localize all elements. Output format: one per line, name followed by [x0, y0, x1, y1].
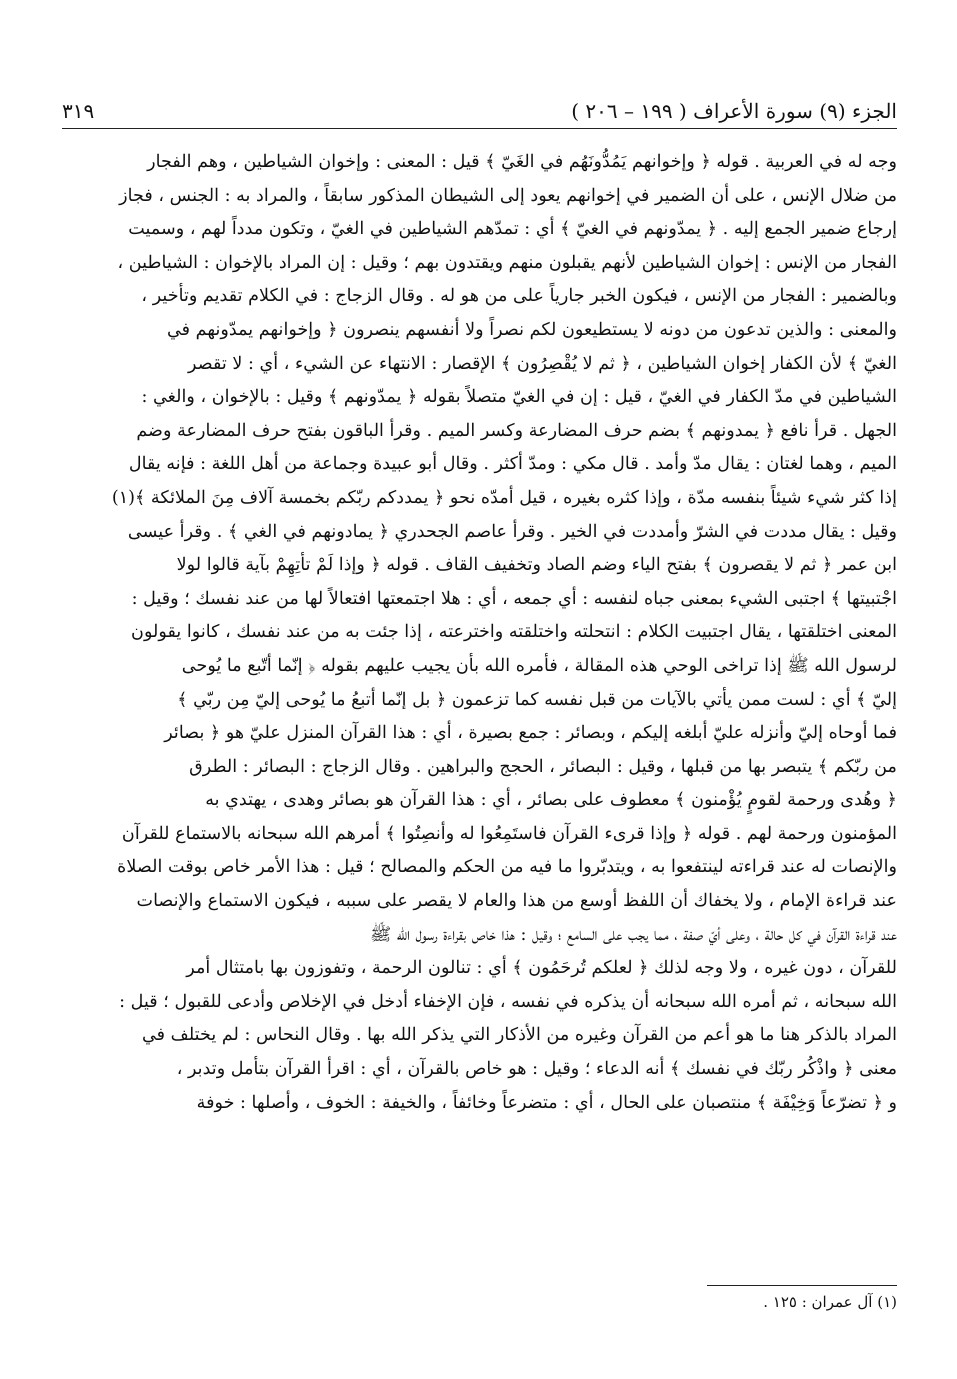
text-line: الشياطين في مدّ الكفار في الغيّ ، قيل : إن في الغيّ متصلاً بقوله ﴿ يمدّونهم ﴾ وقيل : بالإخوان ، والغي : [141, 387, 897, 408]
text-line: من ضلال الإنس ، على أن الضمير في إخوانهم يعود إلى الشيطان المذكور سابقاً ، والمراد به : الجنس ، فجاز [119, 185, 897, 206]
text-line: المؤمنون ورحمة لهم . قوله ﴿ وإذا قرىء القرآن فاستَمِعُوا له وأنصِتُوا ﴾ أمرهم الله سبحانه بالاستماع للقرآن [121, 823, 897, 844]
text-line: من ربّكم ﴾ يتبصر بها من قبلها ، وقيل : البصائر ، الحجج والبراهين . وقال الزجاج : البصائر : الطرق [189, 756, 897, 777]
text-line: الله سبحانه ، ثم أمره الله سبحانه أن يذكره في نفسه ، فإن الإخفاء أدخل في الإخلاص وأدعى للقبول ؛ قيل : [119, 991, 897, 1012]
text-line: الجهل . قرأ نافع ﴿ يمدونهم ﴾ بضم حرف المضارعة وكسر الميم . وقرأ الباقون بفتح حرف المضارعة وضم [136, 420, 897, 441]
footnote: (١) آل عمران : ١٢٥ . [763, 1293, 897, 1311]
text-line: والإنصات له عند قراءته لينتفعوا به ، ويتدبّروا ما فيه من الحكم والمصالح ؛ قيل : هذا الأمر خاص بوقت الصلاة [117, 857, 897, 878]
text-line: عند قراءة القرآن في كل حالة ، وعلى أيّ صفة ، مما يجب على السامع ؛ وقيل : هذا خاص بقراءة رسول الله ﷺ [369, 924, 897, 945]
footnote-divider [707, 1285, 897, 1286]
text-line: ﴿ وهُدى ورحمة لقومٍ يُؤْمنون ﴾ معطوف على بصائر ، أي : هذا القرآن هو بصائر وهدى ، يهتدي به [205, 790, 897, 811]
text-line: عند قراءة الإمام ، ولا يخفاك أن اللفظ أوسع من هذا والعام لا يقصر على سببه ، فيكون الاستماع والإنصات [136, 891, 897, 912]
page-number: ٣١٩ [62, 99, 95, 123]
text-line: ابن عمر ﴿ ثم لا يقصرون ﴾ بفتح الياء وضم الصاد وتخفيف القاف . قوله ﴿ وإذا لَمْ تأتِهِمْ بآية قالوا لولا [176, 555, 897, 576]
text-line: معنى ﴿ واذْكُر ربّك في نفسك ﴾ أنه الدعاء ؛ وقيل : هو خاص بالقرآن ، أي : اقرأ القرآن بتأمل وتدبر ، [176, 1059, 897, 1080]
text-line: اجْتبيتها ﴾ اجتبى الشيء بمعنى جباه لنفسه : أي جمعه ، أي : هلا اجتمعتها افتعالاً لها من عند نفسك ؛ وقيل : [131, 588, 897, 609]
text-line: المعنى اختلقتها ، يقال اجتبيت الكلام : انتحلته واختلقته واخترعته ، إذا جئت به من عند نفسك ، كانوا يقولون [131, 622, 897, 643]
text-line: إرجاع ضمير الجمع إليه . ﴿ يمدّونهم في الغيّ ﴾ أي : تمدّهم الشياطين في الغيّ ، وتكون مدداً لهم ، وسميت [128, 219, 897, 240]
text-line: الغيّ ﴾ لأن الكفار إخوان الشياطين ، ﴿ ثم لا يُقْصِرُون ﴾ الإقصار : الانتهاء عن الشيء ، أي : لا تقصر [188, 353, 897, 374]
text-line: فما أوحاه إليّ وأنزله عليّ أبلغه إليكم ، وبصائر : جمع بصيرة ، أي : هذا القرآن المنزل عليّ هو ﴿ بصائر [164, 723, 897, 744]
text-line: والمعنى : والذين تدعون من دونه لا يستطيعون لكم نصراً ولا أنفسهم ينصرون ﴿ وإخوانهم يمدّونهم في [166, 319, 897, 340]
commentary-text [62, 146, 897, 1120]
page-header [62, 96, 897, 126]
text-line: للقرآن ، دون غيره ، ولا وجه لذلك ﴿ لعلكم تُرحَمُون ﴾ أي : تنالون الرحمة ، وتفوزون بها بامتثال أمر [186, 958, 897, 979]
text-line: الفجار من الإنس : إخوان الشياطين لأنهم يقبلون منهم ويقتدون بهم ؛ وقيل : إن المراد بالإخوان : الشياطين ، [117, 252, 897, 273]
text-line: إذا كثر شيء شيئاً بنفسه مدّة ، وإذا كثره بغيره ، قيل أمدّه نحو ﴿ يمددكم ربّكم بخمسة آلاف مِنَ الملائكة ﴾(١) [111, 487, 897, 508]
text-line: الميم ، وهما لغتان : يقال مدّ وأمد . قال مكي : ومدّ أكثر . وقال أبو عبيدة وجماعة من أهل اللغة : فإنه يقال [128, 454, 897, 475]
text-line: لرسول الله ﷺ إذا تراخى الوحي هذه المقالة ، فأمره الله بأن يجيب عليهم بقوله ﴿ إنّما أتّبع ما يُوحى [181, 655, 897, 676]
text-line: المراد بالذكر هنا ما هو أعم من القرآن وغيره من الأذكار التي يذكر الله بها . وقال النحاس : لم يختلف في [141, 1025, 897, 1046]
text-line: وبالضمير : الفجار من الإنس ، فيكون الخبر جارياً على من هو له . وقال الزجاج : في الكلام تقديم وتأخير ، [141, 286, 897, 307]
text-line: و ﴿ تضرّعاً وَخِيْفَة ﴾ منتصبان على الحال ، أي : متضرعاً وخائفاً ، والخيفة : الخوف ، وأصلها : خوفة [196, 1092, 897, 1113]
text-line: وقيل : يقال مددت في الشرّ وأمددت في الخير . وقرأ عاصم الجحدري ﴿ يمادونهم في الغي ﴾ . وقرأ عيسى [127, 521, 897, 542]
text-line: إليّ ﴾ أي : لست ممن يأتي بالآيات من قبل نفسه كما تزعمون ﴿ بل إنّما أتبعُ ما يُوحى إليّ مِن ربّي ﴾ [177, 689, 897, 710]
text-line: وجه له في العربية . قوله ﴿ وإخوانهم يَمُدُّونَهُم في الغَيّ ﴾ قيل : المعنى : وإخوان الشياطين ، وهم الفجار [147, 152, 897, 172]
header-divider [62, 128, 897, 129]
running-title: الجزء (٩) سورة الأعراف ( ١٩٩ – ٢٠٦ ) [571, 99, 897, 123]
